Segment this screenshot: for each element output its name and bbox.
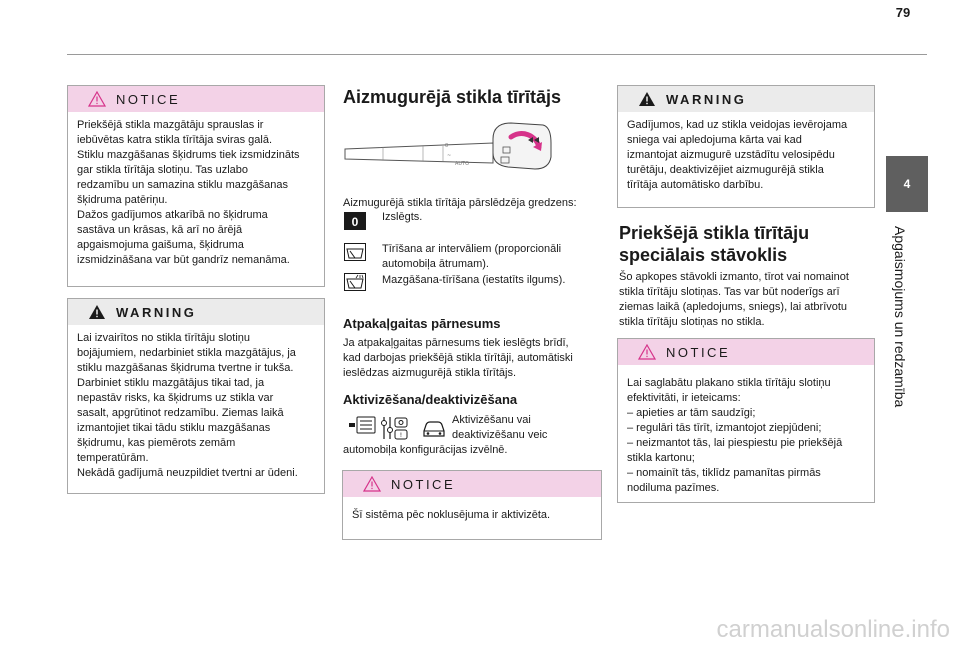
notice-body bbox=[343, 497, 601, 531]
text-line: Priekšējā stikla mazgātāju sprauslas ir bbox=[77, 119, 264, 131]
text-line: nodiluma pazīmes. bbox=[627, 482, 720, 494]
text-line: sasalt, apgrūtinot redzamību. Ziemas laikā bbox=[77, 407, 284, 419]
text-line: – nomainīt tās, tiklīdz pamanītas pirmās bbox=[627, 467, 821, 479]
text-line: efektivitāti, ir ieteicams: bbox=[627, 392, 741, 404]
text-line: Nekādā gadījumā neuzpildiet tvertni ar ūdeni. bbox=[77, 467, 298, 479]
ring-item-off: Izslēgts. bbox=[382, 211, 423, 223]
text-line: Dažos gadījumos atkarībā no šķidruma bbox=[77, 209, 268, 221]
notice-header bbox=[343, 471, 601, 497]
warning-body bbox=[618, 112, 874, 201]
text-line: nepastāv risks, ka šķidrums uz stikla var bbox=[77, 392, 274, 404]
text-line: izsmidzināšana var būt gandrīz nemanāma. bbox=[77, 254, 290, 266]
text-line: ziemas laikā (apledojums, sniegs), lai atbrīvotu bbox=[619, 301, 848, 313]
warning-title: WARNING bbox=[666, 91, 747, 107]
text-line: Lai izvairītos no stikla tīrītāju slotiņu bbox=[77, 332, 251, 344]
svg-text:~: ~ bbox=[447, 153, 452, 159]
chapter-tab[interactable]: 4 bbox=[886, 156, 928, 212]
text-line: redzamību un samazina stiklu mazgāšanas bbox=[77, 179, 288, 191]
ring-item-intermittent bbox=[382, 242, 602, 272]
wiper-stalk-illustration bbox=[343, 117, 553, 177]
warning-body bbox=[68, 325, 324, 489]
caution-triangle-icon bbox=[638, 344, 656, 360]
text-line: stikla tīrītāju slotiņas no stikla. bbox=[619, 316, 765, 328]
notice-body bbox=[618, 365, 874, 504]
title-line: speciālais stāvoklis bbox=[619, 245, 788, 265]
left-warning-box bbox=[67, 298, 325, 494]
car-settings-icon bbox=[421, 417, 447, 439]
page-number: 79 bbox=[895, 5, 911, 20]
chapter-title: Apgaismojums un redzamība bbox=[892, 226, 908, 408]
svg-text:0: 0 bbox=[445, 143, 449, 149]
notice-body bbox=[68, 112, 324, 276]
text-line: šķidruma patēriņu. bbox=[77, 194, 168, 206]
rear-wiper-intermittent-icon bbox=[344, 243, 366, 261]
notice-title: NOTICE bbox=[391, 476, 456, 492]
watermark: carmanualsonline.info bbox=[716, 616, 950, 643]
activation-text-right bbox=[452, 413, 602, 443]
left-notice-box bbox=[67, 85, 325, 287]
activation-text: automobiļa konfigurācijas izvēlnē. bbox=[343, 444, 508, 456]
notice-header bbox=[68, 86, 324, 112]
text-line: stikla tīrītāju slotiņas. Tas var būt noderīgs arī bbox=[619, 286, 840, 298]
text-line: šķidrumu, kas piemērots zemām bbox=[77, 437, 236, 449]
off-zero-icon bbox=[344, 212, 366, 230]
text-line: temperatūrām. bbox=[77, 452, 149, 464]
text-line: Šo apkopes stāvokli izmanto, tīrot vai nomainot bbox=[619, 271, 849, 283]
text-line: tīrītāja automātisko darbību. bbox=[627, 179, 764, 191]
ring-text: Aizmugurējā stikla tīrītāja pārslēdzēja gredzens: bbox=[343, 197, 577, 209]
reverse-title: Atpakaļgaitas pārnesums bbox=[343, 316, 501, 331]
text-line: stikla kartonu; bbox=[627, 452, 695, 464]
text-line: – regulāri tās tīrīt, izmantojot ziepjūdeni; bbox=[627, 422, 822, 434]
warning-header bbox=[68, 299, 324, 325]
svg-text:0: 0 bbox=[351, 215, 359, 229]
svg-text:AUTO: AUTO bbox=[455, 161, 470, 167]
special-position-text bbox=[619, 270, 877, 330]
activation-title: Aktivizēšana/deaktivizēšana bbox=[343, 392, 518, 407]
warning-triangle-icon bbox=[88, 304, 106, 320]
text-line: stiklu mazgāšanas šķidruma tvertne ir tukša. bbox=[77, 362, 294, 374]
text-line: Tīrīšana ar intervāliem (proporcionāli bbox=[382, 243, 562, 255]
ring-item-wash: Mazgāšana-tīrīšana (iestatīts ilgums). bbox=[382, 274, 566, 286]
reverse-text bbox=[343, 336, 603, 381]
text-line: – neizmantot tās, lai piespiestu pie priekšējā bbox=[627, 437, 843, 449]
notice-header bbox=[618, 339, 874, 365]
text-line: ieslēdzas aizmugurējā stikla tīrītājs. bbox=[343, 367, 517, 379]
text-line: deaktivizēšanu veic bbox=[452, 429, 548, 441]
text-line: turētāju, deaktivizējiet aizmugurējā stikla bbox=[627, 164, 824, 176]
text-line: gar stikla tīrītāja slotiņu. Tas uzlabo bbox=[77, 164, 248, 176]
special-position-title bbox=[619, 222, 877, 266]
rear-wash-wipe-icon bbox=[344, 273, 366, 291]
warning-header bbox=[618, 86, 874, 112]
text-line: – apieties ar tām saudzīgi; bbox=[627, 407, 756, 419]
middle-notice-box bbox=[342, 470, 602, 540]
text-line: Aktivizēšanu vai bbox=[452, 414, 531, 426]
svg-text:!: ! bbox=[399, 432, 403, 439]
text-line: izmantojiet tikai tādu stiklu mazgāšanas bbox=[77, 422, 271, 434]
text-line: izmantojat aizmugurē uzstādītu velosipēdu bbox=[627, 149, 835, 161]
text-line: sniega vai apledojuma kārta vai kad bbox=[627, 134, 802, 146]
text-line: Gadījumos, kad uz stikla veidojas ievērojama bbox=[627, 119, 848, 131]
right-notice-box bbox=[617, 338, 875, 503]
notice-title: NOTICE bbox=[116, 91, 181, 107]
text-line: Lai saglabātu plakano stikla tīrītāju slotiņu bbox=[627, 377, 831, 389]
text-line: Darbiniet stiklu mazgātājus tikai tad, ja bbox=[77, 377, 265, 389]
text-line: bojājumiem, nedarbiniet stikla mazgātājus, ja bbox=[77, 347, 296, 359]
header-rule bbox=[67, 54, 927, 55]
caution-triangle-icon bbox=[363, 476, 381, 492]
text-line: kad darbojas priekšējā stikla tīrītāji, automātiski bbox=[343, 352, 573, 364]
warning-triangle-icon bbox=[638, 91, 656, 107]
right-warning-box bbox=[617, 85, 875, 208]
rear-wiper-title: Aizmugurējā stikla tīrītājs bbox=[343, 87, 562, 107]
text-line: Šī sistēma pēc noklusējuma ir aktivizēta. bbox=[352, 509, 551, 521]
warning-title: WARNING bbox=[116, 304, 197, 320]
text-line: sastāva un krāsas, kā arī no ārējā bbox=[77, 224, 243, 236]
text-line: Ja atpakaļgaitas pārnesums tiek ieslēgts brīdī, bbox=[343, 337, 569, 349]
text-line: iebūvētas katra stikla tīrītāja sviras galā. bbox=[77, 134, 273, 146]
notice-title: NOTICE bbox=[666, 344, 731, 360]
caution-triangle-icon bbox=[88, 91, 106, 107]
title-line: Priekšējā stikla tīrītāju bbox=[619, 223, 810, 243]
text-line: apgaismojuma gaišuma, šķidruma bbox=[77, 239, 244, 251]
driving-settings-icon bbox=[378, 415, 410, 441]
text-line: Stiklu mazgāšanas šķidrums tiek izsmidzināts bbox=[77, 149, 300, 161]
text-line: automobiļa ātrumam). bbox=[382, 258, 489, 270]
settings-screen-icon bbox=[347, 415, 377, 439]
